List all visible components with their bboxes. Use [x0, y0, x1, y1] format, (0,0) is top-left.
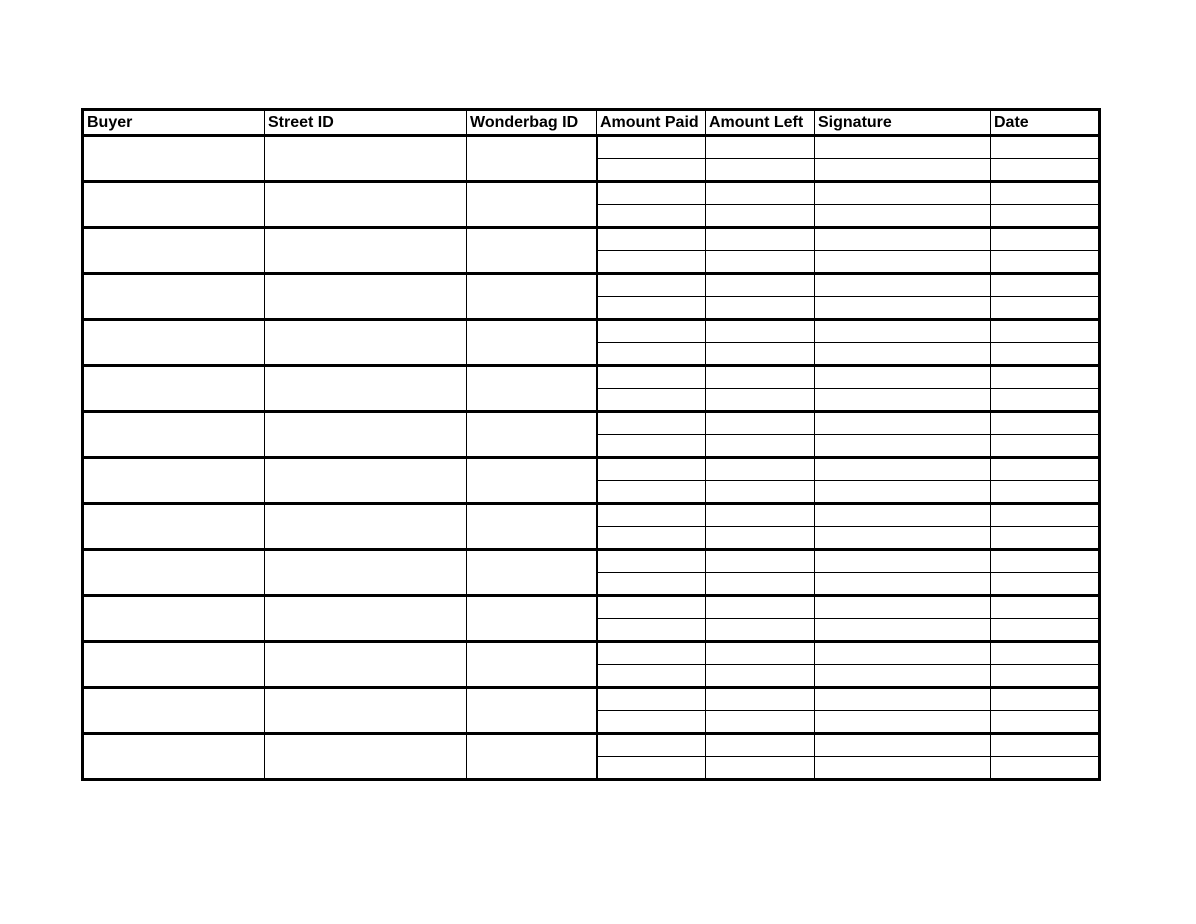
cell-date[interactable]: [991, 504, 1100, 527]
cell-wonderbag-id[interactable]: [467, 504, 597, 550]
entry-row: [83, 596, 1100, 619]
cell-amount-left[interactable]: [706, 389, 815, 412]
cell-amount-paid[interactable]: [597, 251, 706, 274]
cell-street-id[interactable]: [265, 550, 467, 596]
cell-signature[interactable]: [815, 251, 991, 274]
cell-amount-paid[interactable]: [597, 481, 706, 504]
cell-amount-paid[interactable]: [597, 366, 706, 389]
cell-wonderbag-id[interactable]: [467, 182, 597, 228]
cell-buyer[interactable]: [83, 458, 265, 504]
payment-ledger-sheet: [81, 108, 1098, 789]
cell-street-id[interactable]: [265, 734, 467, 780]
entry-row: [83, 228, 1100, 251]
column-header-signature: Signature: [815, 110, 991, 136]
cell-amount-paid[interactable]: [597, 688, 706, 711]
cell-signature[interactable]: [815, 711, 991, 734]
cell-buyer[interactable]: [83, 688, 265, 734]
cell-amount-paid[interactable]: [597, 619, 706, 642]
cell-amount-paid[interactable]: [597, 205, 706, 228]
cell-amount-left[interactable]: [706, 596, 815, 619]
cell-amount-left[interactable]: [706, 320, 815, 343]
cell-signature[interactable]: [815, 320, 991, 343]
cell-signature[interactable]: [815, 757, 991, 780]
entry-row: [83, 550, 1100, 573]
cell-date[interactable]: [991, 412, 1100, 435]
cell-amount-left[interactable]: [706, 136, 815, 159]
cell-amount-paid[interactable]: [597, 596, 706, 619]
ledger-body: [83, 136, 1100, 780]
cell-amount-left[interactable]: [706, 619, 815, 642]
cell-date[interactable]: [991, 711, 1100, 734]
cell-street-id[interactable]: [265, 320, 467, 366]
cell-date[interactable]: [991, 619, 1100, 642]
cell-date[interactable]: [991, 159, 1100, 182]
cell-signature[interactable]: [815, 274, 991, 297]
cell-date[interactable]: [991, 573, 1100, 596]
payment-ledger-table: [81, 108, 1101, 781]
entry-row: [83, 274, 1100, 297]
cell-amount-paid[interactable]: [597, 343, 706, 366]
cell-date[interactable]: [991, 251, 1100, 274]
cell-date[interactable]: [991, 688, 1100, 711]
cell-amount-left[interactable]: [706, 527, 815, 550]
cell-amount-left[interactable]: [706, 757, 815, 780]
cell-date[interactable]: [991, 343, 1100, 366]
cell-amount-left[interactable]: [706, 550, 815, 573]
cell-buyer[interactable]: [83, 642, 265, 688]
cell-street-id[interactable]: [265, 504, 467, 550]
cell-amount-paid[interactable]: [597, 412, 706, 435]
cell-amount-paid[interactable]: [597, 550, 706, 573]
cell-amount-paid[interactable]: [597, 458, 706, 481]
cell-signature[interactable]: [815, 159, 991, 182]
cell-amount-left[interactable]: [706, 205, 815, 228]
cell-amount-paid[interactable]: [597, 435, 706, 458]
cell-date[interactable]: [991, 274, 1100, 297]
cell-buyer[interactable]: [83, 274, 265, 320]
entry-row: [83, 182, 1100, 205]
cell-wonderbag-id[interactable]: [467, 550, 597, 596]
cell-date[interactable]: [991, 435, 1100, 458]
cell-buyer[interactable]: [83, 228, 265, 274]
cell-date[interactable]: [991, 527, 1100, 550]
cell-amount-left[interactable]: [706, 665, 815, 688]
cell-wonderbag-id[interactable]: [467, 412, 597, 458]
cell-date[interactable]: [991, 757, 1100, 780]
cell-buyer[interactable]: [83, 596, 265, 642]
cell-signature[interactable]: [815, 205, 991, 228]
cell-amount-left[interactable]: [706, 688, 815, 711]
cell-amount-left[interactable]: [706, 711, 815, 734]
cell-signature[interactable]: [815, 665, 991, 688]
cell-amount-left[interactable]: [706, 573, 815, 596]
entry-row: [83, 688, 1100, 711]
entry-row: [83, 412, 1100, 435]
cell-buyer[interactable]: [83, 182, 265, 228]
cell-wonderbag-id[interactable]: [467, 734, 597, 780]
cell-amount-left[interactable]: [706, 481, 815, 504]
cell-date[interactable]: [991, 596, 1100, 619]
cell-amount-left[interactable]: [706, 435, 815, 458]
cell-amount-left[interactable]: [706, 251, 815, 274]
cell-signature[interactable]: [815, 481, 991, 504]
cell-signature[interactable]: [815, 228, 991, 251]
header-row: [83, 110, 1100, 136]
entry-row: [83, 136, 1100, 159]
cell-signature[interactable]: [815, 688, 991, 711]
cell-wonderbag-id[interactable]: [467, 458, 597, 504]
cell-amount-left[interactable]: [706, 412, 815, 435]
cell-amount-paid[interactable]: [597, 297, 706, 320]
cell-amount-paid[interactable]: [597, 734, 706, 757]
cell-buyer[interactable]: [83, 412, 265, 458]
entry-row: [83, 734, 1100, 757]
entry-row: [83, 320, 1100, 343]
column-header-street-id: Street ID: [265, 110, 467, 136]
cell-amount-left[interactable]: [706, 159, 815, 182]
cell-date[interactable]: [991, 205, 1100, 228]
cell-signature[interactable]: [815, 458, 991, 481]
cell-date[interactable]: [991, 481, 1100, 504]
cell-wonderbag-id[interactable]: [467, 366, 597, 412]
cell-street-id[interactable]: [265, 458, 467, 504]
cell-amount-paid[interactable]: [597, 228, 706, 251]
cell-date[interactable]: [991, 366, 1100, 389]
cell-amount-left[interactable]: [706, 504, 815, 527]
column-header-buyer: Buyer: [83, 110, 265, 136]
cell-amount-paid[interactable]: [597, 573, 706, 596]
cell-date[interactable]: [991, 136, 1100, 159]
cell-signature[interactable]: [815, 504, 991, 527]
column-header-amount-paid: Amount Paid: [597, 110, 706, 136]
cell-street-id[interactable]: [265, 412, 467, 458]
cell-wonderbag-id[interactable]: [467, 320, 597, 366]
entry-row: [83, 504, 1100, 527]
cell-signature[interactable]: [815, 435, 991, 458]
cell-date[interactable]: [991, 458, 1100, 481]
cell-buyer[interactable]: [83, 550, 265, 596]
cell-signature[interactable]: [815, 527, 991, 550]
cell-buyer[interactable]: [83, 136, 265, 182]
cell-street-id[interactable]: [265, 688, 467, 734]
cell-amount-left[interactable]: [706, 182, 815, 205]
cell-buyer[interactable]: [83, 734, 265, 780]
cell-date[interactable]: [991, 665, 1100, 688]
cell-signature[interactable]: [815, 550, 991, 573]
entry-row: [83, 366, 1100, 389]
cell-signature[interactable]: [815, 343, 991, 366]
cell-amount-paid[interactable]: [597, 504, 706, 527]
cell-date[interactable]: [991, 550, 1100, 573]
cell-signature[interactable]: [815, 182, 991, 205]
cell-date[interactable]: [991, 734, 1100, 757]
column-header-wonderbag-id: Wonderbag ID: [467, 110, 597, 136]
cell-signature[interactable]: [815, 412, 991, 435]
cell-date[interactable]: [991, 182, 1100, 205]
cell-street-id[interactable]: [265, 596, 467, 642]
cell-street-id[interactable]: [265, 136, 467, 182]
cell-wonderbag-id[interactable]: [467, 228, 597, 274]
cell-date[interactable]: [991, 228, 1100, 251]
cell-amount-paid[interactable]: [597, 182, 706, 205]
cell-amount-left[interactable]: [706, 297, 815, 320]
cell-signature[interactable]: [815, 136, 991, 159]
cell-buyer[interactable]: [83, 320, 265, 366]
cell-wonderbag-id[interactable]: [467, 596, 597, 642]
cell-signature[interactable]: [815, 366, 991, 389]
cell-signature[interactable]: [815, 573, 991, 596]
cell-street-id[interactable]: [265, 366, 467, 412]
entry-row: [83, 642, 1100, 665]
cell-signature[interactable]: [815, 297, 991, 320]
cell-signature[interactable]: [815, 734, 991, 757]
cell-signature[interactable]: [815, 389, 991, 412]
cell-amount-paid[interactable]: [597, 136, 706, 159]
cell-amount-left[interactable]: [706, 366, 815, 389]
cell-amount-paid[interactable]: [597, 527, 706, 550]
cell-street-id[interactable]: [265, 642, 467, 688]
cell-street-id[interactable]: [265, 182, 467, 228]
cell-amount-paid[interactable]: [597, 320, 706, 343]
column-header-date: Date: [991, 110, 1100, 136]
cell-amount-paid[interactable]: [597, 642, 706, 665]
cell-signature[interactable]: [815, 619, 991, 642]
cell-signature[interactable]: [815, 642, 991, 665]
cell-date[interactable]: [991, 297, 1100, 320]
cell-street-id[interactable]: [265, 228, 467, 274]
cell-amount-paid[interactable]: [597, 159, 706, 182]
entry-row: [83, 458, 1100, 481]
cell-amount-paid[interactable]: [597, 274, 706, 297]
cell-wonderbag-id[interactable]: [467, 274, 597, 320]
cell-street-id[interactable]: [265, 274, 467, 320]
cell-amount-paid[interactable]: [597, 711, 706, 734]
cell-date[interactable]: [991, 320, 1100, 343]
cell-amount-left[interactable]: [706, 228, 815, 251]
column-header-amount-left: Amount Left: [706, 110, 815, 136]
cell-amount-paid[interactable]: [597, 389, 706, 412]
cell-amount-left[interactable]: [706, 274, 815, 297]
cell-wonderbag-id[interactable]: [467, 688, 597, 734]
cell-wonderbag-id[interactable]: [467, 136, 597, 182]
cell-amount-paid[interactable]: [597, 665, 706, 688]
cell-date[interactable]: [991, 642, 1100, 665]
cell-signature[interactable]: [815, 596, 991, 619]
cell-amount-paid[interactable]: [597, 757, 706, 780]
cell-wonderbag-id[interactable]: [467, 642, 597, 688]
cell-amount-left[interactable]: [706, 734, 815, 757]
cell-buyer[interactable]: [83, 366, 265, 412]
cell-date[interactable]: [991, 389, 1100, 412]
cell-amount-left[interactable]: [706, 343, 815, 366]
cell-amount-left[interactable]: [706, 458, 815, 481]
cell-buyer[interactable]: [83, 504, 265, 550]
cell-amount-left[interactable]: [706, 642, 815, 665]
